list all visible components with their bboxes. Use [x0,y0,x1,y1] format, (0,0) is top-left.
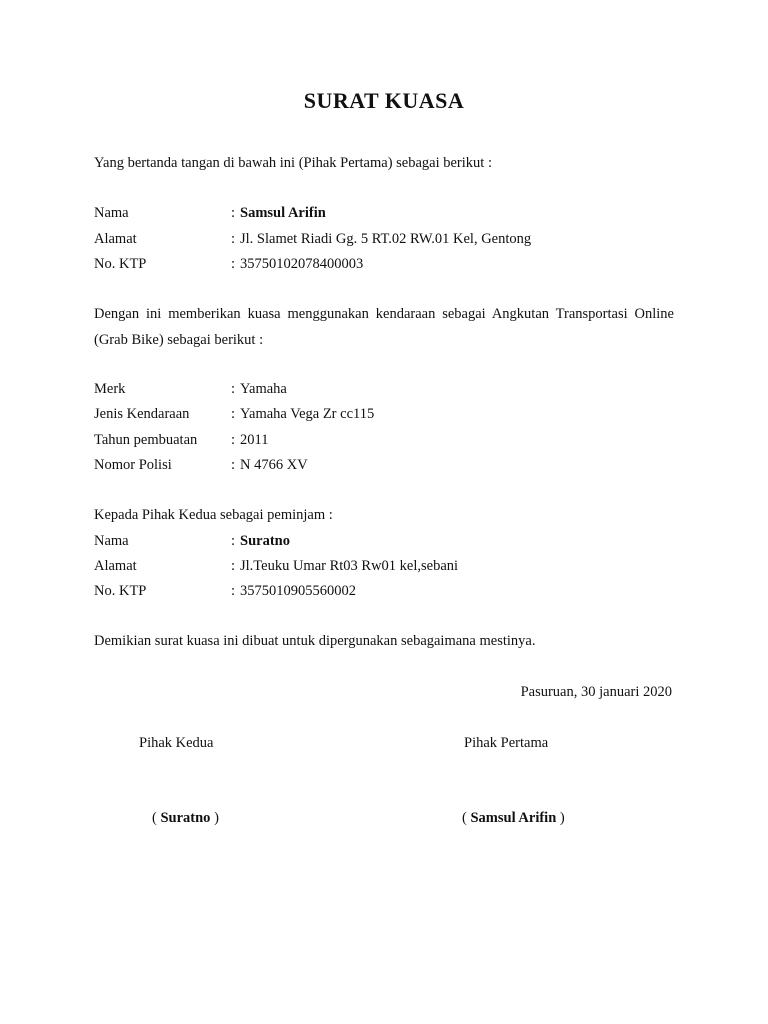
field-label: Nama [94,205,129,221]
pihak-kedua-sign-label: Pihak Kedua [139,735,214,751]
pihak-kedua-signature-name [152,810,219,827]
field-colon: : [231,256,236,272]
signature-name-text: Samsul Arifin [470,810,557,826]
field-label: Jenis Kendaraan [94,406,190,422]
field-colon: : [231,432,236,448]
field-colon: : [231,205,236,221]
open-paren: ( [152,810,157,826]
field-value: Samsul Arifin [240,205,326,221]
field-value: Yamaha Vega Zr cc115 [240,406,375,422]
pihak-pertama-signature-name [462,810,565,827]
intro-text: Yang bertanda tangan di bawah ini (Pihak Pertama) sebagai berikut : [94,155,492,171]
field-value: Jl.Teuku Umar Rt03 Rw01 kel,sebani [240,558,459,574]
field-colon: : [231,231,236,247]
field-label: Tahun pembuatan [94,432,198,448]
kuasa-paragraph: Dengan ini memberikan kuasa menggunakan kendaraan sebagai Angkutan Transportasi Online (Grab Bike) sebagai berikut : [94,306,674,348]
close-paren: ) [214,810,219,826]
field-colon: : [231,583,236,599]
field-colon: : [231,457,236,473]
closing-text: Demikian surat kuasa ini dibuat untuk dipergunakan sebagaimana mestinya. [94,633,536,649]
field-label: No. KTP [94,256,147,272]
field-value: Yamaha [240,381,287,397]
pihak-kedua-intro: Kepada Pihak Kedua sebagai peminjam : [94,507,333,523]
field-label: Alamat [94,558,137,574]
field-value: 35750102078400003 [240,256,364,272]
place-date: Pasuruan, 30 januari 2020 [520,684,672,700]
field-value: 2011 [240,432,269,448]
document-title: SURAT KUASA [303,88,465,113]
field-colon: : [231,558,236,574]
field-label: Merk [94,381,126,397]
field-value: 3575010905560002 [240,583,356,599]
field-colon: : [231,533,236,549]
field-label: No. KTP [94,583,147,599]
field-label: Nama [94,533,129,549]
field-value: N 4766 XV [240,457,308,473]
pihak-pertama-sign-label: Pihak Pertama [464,735,549,751]
signature-name-text: Suratno [160,810,211,826]
field-value: Jl. Slamet Riadi Gg. 5 RT.02 RW.01 Kel, Gentong [240,231,532,247]
field-colon: : [231,381,236,397]
field-colon: : [231,406,236,422]
field-value: Suratno [240,533,290,549]
close-paren: ) [559,810,565,826]
field-label: Nomor Polisi [94,457,172,473]
open-paren: ( [462,810,467,826]
field-label: Alamat [94,231,137,247]
